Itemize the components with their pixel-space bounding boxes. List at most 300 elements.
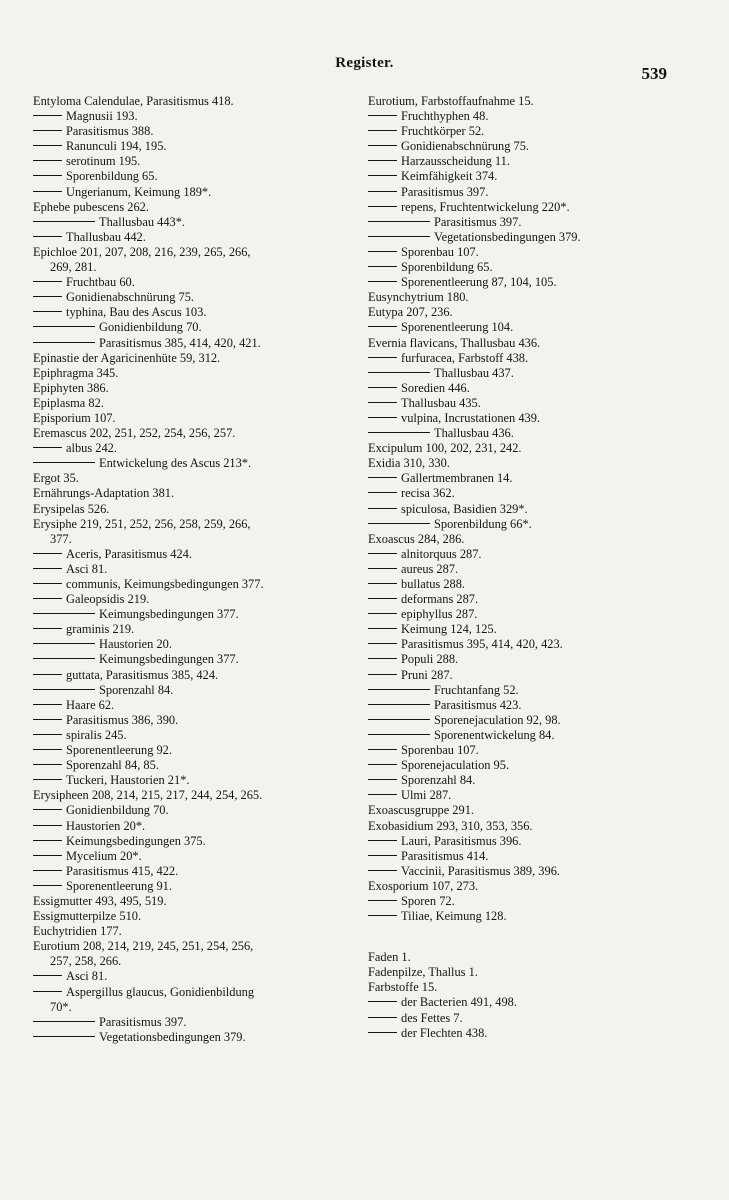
index-entry-text: vulpina, Incrustationen 439. <box>401 410 541 425</box>
repeat-dash <box>368 643 397 644</box>
index-entry <box>33 260 353 275</box>
index-entry-text: Epinastie der Agaricinenhüte 59, 312. <box>33 350 221 365</box>
repeat-dash <box>33 840 62 841</box>
index-entry-text: Farbstoffe 15. <box>368 980 438 995</box>
repeat-dash <box>368 553 397 554</box>
index-entry <box>368 320 668 335</box>
index-entry-text: Asci 81. <box>66 969 108 984</box>
index-entry <box>33 471 353 486</box>
repeat-dash <box>368 915 397 916</box>
index-entry-text: Sporenentleerung 104. <box>401 320 514 335</box>
index-entry-text: Sporenentleerung 87, 104, 105. <box>401 275 557 290</box>
repeat-dash <box>33 991 62 992</box>
index-entry-text: Asci 81. <box>66 561 108 576</box>
index-entry-text: Sporenzahl 84. <box>401 773 476 788</box>
index-entry-text: Sporenejaculation 95. <box>401 758 510 773</box>
repeat-dash <box>33 674 62 675</box>
index-entry <box>368 965 668 980</box>
repeat-dash <box>33 764 62 765</box>
index-entry <box>33 124 353 139</box>
repeat-dash <box>368 387 397 388</box>
repeat-dash <box>33 870 62 871</box>
repeat-dash <box>33 643 95 644</box>
index-entry-text: Ungerianum, Keimung 189*. <box>66 184 212 199</box>
repeat-dash <box>368 402 397 403</box>
index-entry <box>33 969 353 984</box>
index-entry <box>33 139 353 154</box>
index-entry <box>33 637 353 652</box>
index-entry <box>368 290 668 305</box>
index-entry <box>368 728 668 743</box>
index-entry-text: Sporenbildung 66*. <box>434 516 532 531</box>
repeat-dash <box>33 779 62 780</box>
index-entry <box>368 260 668 275</box>
index-entry <box>368 1026 668 1041</box>
index-entry-text: Thallusbau 443*. <box>99 214 186 229</box>
index-entry <box>368 456 668 471</box>
index-entry <box>33 185 353 200</box>
index-entry <box>368 502 668 517</box>
index-entry-text: Parasitismus 397. <box>99 1014 187 1029</box>
index-entry <box>368 366 668 381</box>
index-entry-text: Entwickelung des Ascus 213*. <box>99 456 252 471</box>
index-entry-text: Epiplasma 82. <box>33 395 104 410</box>
right-index-column <box>368 94 668 1041</box>
repeat-dash <box>368 508 397 509</box>
repeat-dash <box>33 281 62 282</box>
index-entry <box>33 728 353 743</box>
index-entry <box>368 426 668 441</box>
index-entry-text: Keimung 124, 125. <box>401 622 497 637</box>
index-entry-text: deformans 287. <box>401 592 479 607</box>
index-entry-text: Parasitismus 397. <box>434 214 522 229</box>
repeat-dash <box>368 855 397 856</box>
index-entry <box>368 879 668 894</box>
index-entry <box>33 1030 353 1045</box>
repeat-dash <box>33 1036 95 1037</box>
index-entry <box>33 819 353 834</box>
index-entry <box>368 864 668 879</box>
index-entry-text: Erysiphe 219, 251, 252, 256, 258, 259, 266, <box>33 516 251 531</box>
index-entry-text: Sporenzahl 84, 85. <box>66 758 159 773</box>
index-entry <box>368 532 668 547</box>
repeat-dash <box>33 855 62 856</box>
index-entry <box>33 381 353 396</box>
index-entry <box>368 396 668 411</box>
repeat-dash <box>33 145 62 146</box>
index-entry-text: Erysipelas 526. <box>33 501 110 516</box>
repeat-dash <box>33 553 62 554</box>
index-entry-text: furfuracea, Farbstoff 438. <box>401 350 529 365</box>
index-entry-text: Parasitismus 385, 414, 420, 421. <box>99 335 261 350</box>
index-entry <box>368 336 668 351</box>
index-entry-text: repens, Fruchtentwickelung 220*. <box>401 199 570 214</box>
index-entry-text: Eurotium, Farbstoffaufnahme 15. <box>368 94 534 108</box>
index-entry-text: 257, 258, 266. <box>50 954 122 969</box>
repeat-dash <box>368 658 397 659</box>
index-entry-text: 377. <box>50 531 72 546</box>
repeat-dash <box>33 568 62 569</box>
repeat-dash <box>33 175 62 176</box>
index-entry-text: graminis 219. <box>66 622 135 637</box>
index-entry-text: Haare 62. <box>66 697 115 712</box>
repeat-dash <box>368 583 397 584</box>
repeat-dash <box>368 674 397 675</box>
repeat-dash <box>368 236 430 237</box>
index-entry-text: Gonidienbildung 70. <box>66 803 169 818</box>
index-entry <box>33 909 353 924</box>
repeat-dash <box>33 462 95 463</box>
repeat-dash <box>368 1001 397 1002</box>
index-entry-text: spiculosa, Basidien 329*. <box>401 501 528 516</box>
index-entry-text: epiphyllus 287. <box>401 607 478 622</box>
index-entry-text: Tuckeri, Haustorien 21*. <box>66 773 190 788</box>
index-entry-text: Epiphragma 345. <box>33 365 119 380</box>
index-entry-text: Keimungsbedingungen 375. <box>66 833 206 848</box>
index-entry-text: Faden 1. <box>368 950 411 965</box>
index-entry-text: Aceris, Parasitismus 424. <box>66 546 192 561</box>
index-entry <box>33 864 353 879</box>
index-entry <box>33 939 353 954</box>
index-entry-text: Parasitismus 386, 390. <box>66 712 179 727</box>
repeat-dash <box>368 417 397 418</box>
repeat-dash <box>33 583 62 584</box>
index-entry-text: Exobasidium 293, 310, 353, 356. <box>368 818 533 833</box>
index-entry <box>33 275 353 290</box>
index-entry <box>368 995 668 1010</box>
index-entry-text: Sporenentwickelung 84. <box>434 727 555 742</box>
index-entry <box>368 834 668 849</box>
index-entry <box>33 426 353 441</box>
repeat-dash <box>368 432 430 433</box>
index-entry-text: Gonidienabschnürung 75. <box>401 139 530 154</box>
index-entry <box>368 592 668 607</box>
index-entry <box>368 1011 668 1026</box>
repeat-dash <box>368 900 397 901</box>
index-entry <box>33 592 353 607</box>
index-entry <box>368 547 668 562</box>
index-entry <box>33 788 353 803</box>
index-entry-text: Parasitismus 397. <box>401 184 489 199</box>
index-entry <box>368 381 668 396</box>
repeat-dash <box>368 689 430 690</box>
index-entry-text: Haustorien 20*. <box>66 818 146 833</box>
repeat-dash <box>33 719 62 720</box>
repeat-dash <box>33 115 62 116</box>
index-entry <box>33 713 353 728</box>
repeat-dash <box>33 809 62 810</box>
index-entry <box>33 366 353 381</box>
index-entry-text: spiralis 245. <box>66 727 127 742</box>
index-entry <box>33 652 353 667</box>
repeat-dash <box>33 704 62 705</box>
index-entry-text: der Flechten 438. <box>401 1025 488 1040</box>
index-entry-text: Evernia flavicans, Thallusbau 436. <box>368 335 541 350</box>
index-entry-text: Essigmutter 493, 495, 519. <box>33 893 167 908</box>
index-entry-text: Erysipheen 208, 214, 215, 217, 244, 254, 265. <box>33 788 263 803</box>
repeat-dash <box>33 311 62 312</box>
repeat-dash <box>368 1017 397 1018</box>
index-entry <box>33 758 353 773</box>
repeat-dash <box>368 175 397 176</box>
index-entry-text: Excipulum 100, 202, 231, 242. <box>368 441 522 456</box>
index-entry <box>368 713 668 728</box>
index-entry-text: Thallusbau 437. <box>434 365 514 380</box>
index-entry-text: serotinum 195. <box>66 154 141 169</box>
index-entry-text: Parasitismus 388. <box>66 124 154 139</box>
index-entry-text: Ephebe pubescens 262. <box>33 199 149 214</box>
repeat-dash <box>33 734 62 735</box>
index-entry <box>368 94 668 109</box>
index-entry-text: typhina, Bau des Ascus 103. <box>66 305 207 320</box>
index-entry <box>33 849 353 864</box>
index-entry <box>368 668 668 683</box>
page-title: Register. <box>335 55 394 71</box>
index-entry <box>368 351 668 366</box>
index-entry <box>368 154 668 169</box>
repeat-dash <box>368 628 397 629</box>
repeat-dash <box>368 266 397 267</box>
index-entry <box>368 894 668 909</box>
index-entry <box>33 351 353 366</box>
repeat-dash <box>368 734 430 735</box>
index-entry <box>33 698 353 713</box>
index-entry-text: Eusynchytrium 180. <box>368 290 469 305</box>
index-entry <box>368 471 668 486</box>
index-entry-text: Sporenzahl 84. <box>99 682 174 697</box>
repeat-dash <box>368 477 397 478</box>
index-entry <box>33 441 353 456</box>
repeat-dash <box>368 130 397 131</box>
index-entry <box>368 305 668 320</box>
repeat-dash <box>33 447 62 448</box>
index-entry <box>368 215 668 230</box>
section-gap <box>368 924 668 950</box>
repeat-dash <box>33 975 62 976</box>
index-entry-text: Entyloma Calendulae, Parasitismus 418. <box>33 94 234 108</box>
index-entry <box>33 336 353 351</box>
repeat-dash <box>33 191 62 192</box>
index-entry-text: Galeopsidis 219. <box>66 592 150 607</box>
index-entry-text: Essigmutterpilze 510. <box>33 909 142 924</box>
repeat-dash <box>33 326 95 327</box>
index-entry-text: Euchytridien 177. <box>33 924 122 939</box>
repeat-dash <box>368 598 397 599</box>
index-entry-text: Epiphyten 386. <box>33 380 109 395</box>
index-entry-text: communis, Keimungsbedingungen 377. <box>66 577 264 591</box>
index-entry <box>33 411 353 426</box>
index-entry <box>33 109 353 124</box>
index-entry <box>368 230 668 245</box>
index-entry <box>368 124 668 139</box>
index-entry <box>33 547 353 562</box>
index-entry-text: recisa 362. <box>401 486 455 501</box>
index-entry-text: bullatus 288. <box>401 577 466 591</box>
repeat-dash <box>368 719 430 720</box>
index-entry <box>33 985 353 1000</box>
index-entry <box>33 532 353 547</box>
index-entry-text: 70*. <box>50 999 72 1014</box>
repeat-dash <box>368 794 397 795</box>
left-index-column <box>33 94 353 1045</box>
index-entry <box>33 290 353 305</box>
index-entry-text: Eremascus 202, 251, 252, 254, 256, 257. <box>33 426 236 441</box>
index-entry-text: Sporen 72. <box>401 893 455 908</box>
index-entry <box>368 637 668 652</box>
index-entry <box>368 275 668 290</box>
index-entry <box>368 486 668 501</box>
repeat-dash <box>368 357 397 358</box>
index-entry-text: Gonidienabschnürung 75. <box>66 290 195 305</box>
repeat-dash <box>368 764 397 765</box>
repeat-dash <box>368 568 397 569</box>
index-entry <box>33 834 353 849</box>
index-entry <box>33 396 353 411</box>
repeat-dash <box>33 160 62 161</box>
index-entry-text: Sporenbau 107. <box>401 244 479 259</box>
index-entry <box>368 849 668 864</box>
index-entry-text: Fadenpilze, Thallus 1. <box>368 965 478 980</box>
index-entry <box>33 305 353 320</box>
index-entry <box>368 743 668 758</box>
repeat-dash <box>368 221 430 222</box>
index-entry-text: Parasitismus 414. <box>401 848 489 863</box>
index-entry-text: Fruchtbau 60. <box>66 275 135 290</box>
index-entry <box>368 622 668 637</box>
index-entry <box>33 879 353 894</box>
index-entry-text: Magnusii 193. <box>66 109 138 124</box>
index-entry <box>33 743 353 758</box>
index-entry <box>33 245 353 260</box>
index-entry <box>33 200 353 215</box>
index-entry-text: Ulmi 287. <box>401 788 452 803</box>
index-entry-text: alnitorquus 287. <box>401 546 482 561</box>
index-entry <box>33 622 353 637</box>
index-entry-text: Parasitismus 423. <box>434 697 522 712</box>
repeat-dash <box>368 326 397 327</box>
index-entry <box>368 758 668 773</box>
index-entry-text: Tiliae, Keimung 128. <box>401 909 507 924</box>
index-entry-text: Ranunculi 194, 195. <box>66 139 167 154</box>
repeat-dash <box>368 870 397 871</box>
repeat-dash <box>33 885 62 886</box>
repeat-dash <box>33 749 62 750</box>
index-entry <box>368 607 668 622</box>
index-entry <box>368 245 668 260</box>
index-entry-text: Eutypa 207, 236. <box>368 305 453 320</box>
index-entry-text: Keimungsbedingungen 377. <box>99 652 239 667</box>
repeat-dash <box>368 372 430 373</box>
page-number: 539 <box>641 64 667 83</box>
index-entry <box>368 411 668 426</box>
repeat-dash <box>33 628 62 629</box>
index-entry <box>368 185 668 200</box>
index-entry <box>368 788 668 803</box>
repeat-dash <box>368 613 397 614</box>
index-entry-text: Vegetationsbedingungen 379. <box>434 229 581 244</box>
index-entry <box>33 924 353 939</box>
index-entry <box>33 1015 353 1030</box>
index-entry-text: Aspergillus glaucus, Gonidienbildung <box>66 984 255 999</box>
index-entry-text: der Bacterien 491, 498. <box>401 995 517 1010</box>
index-entry <box>368 950 668 965</box>
repeat-dash <box>33 296 62 297</box>
repeat-dash <box>368 779 397 780</box>
index-entry <box>368 577 668 592</box>
index-entry-text: Mycelium 20*. <box>66 848 142 863</box>
repeat-dash <box>33 658 95 659</box>
repeat-dash <box>33 221 95 222</box>
index-entry-text: Thallusbau 435. <box>401 395 481 410</box>
index-entry-text: Sporenbau 107. <box>401 743 479 758</box>
index-entry-text: Exosporium 107, 273. <box>368 878 479 893</box>
repeat-dash <box>368 191 397 192</box>
index-entry <box>33 562 353 577</box>
index-entry <box>368 683 668 698</box>
index-entry <box>368 562 668 577</box>
index-entry-text: Vegetationsbedingungen 379. <box>99 1029 246 1044</box>
index-entry-text: Lauri, Parasitismus 396. <box>401 833 522 848</box>
index-entry <box>368 169 668 184</box>
index-entry <box>368 652 668 667</box>
index-entry <box>33 154 353 169</box>
index-entry <box>33 803 353 818</box>
index-entry-text: Populi 288. <box>401 652 459 667</box>
index-entry-text: Fruchtanfang 52. <box>434 682 519 697</box>
index-entry <box>368 803 668 818</box>
index-entry-text: Eurotium 208, 214, 219, 245, 251, 254, 256, <box>33 939 254 954</box>
repeat-dash <box>368 749 397 750</box>
index-entry <box>33 577 353 592</box>
index-entry-text: Exoascus 284, 286. <box>368 531 465 546</box>
index-entry-text: Harzausscheidung 11. <box>401 154 510 169</box>
index-entry <box>33 215 353 230</box>
repeat-dash <box>33 825 62 826</box>
index-entry <box>368 139 668 154</box>
index-entry-text: Epichloe 201, 207, 208, 216, 239, 265, 266, <box>33 244 251 259</box>
index-entry-text: Parasitismus 415, 422. <box>66 863 179 878</box>
repeat-dash <box>368 523 430 524</box>
repeat-dash <box>33 236 62 237</box>
index-entry-text: Ergot 35. <box>33 471 79 486</box>
index-entry-text: Thallusbau 442. <box>66 229 146 244</box>
index-entry <box>368 980 668 995</box>
index-entry <box>33 517 353 532</box>
repeat-dash <box>368 840 397 841</box>
index-entry-text: Haustorien 20. <box>99 637 172 652</box>
index-entry <box>368 819 668 834</box>
repeat-dash <box>368 1032 397 1033</box>
repeat-dash <box>368 206 397 207</box>
index-entry-text: guttata, Parasitismus 385, 424. <box>66 667 219 682</box>
repeat-dash <box>368 251 397 252</box>
index-entry-text: des Fettes 7. <box>401 1010 463 1025</box>
index-entry-text: Vaccinii, Parasitismus 389, 396. <box>401 863 560 878</box>
repeat-dash <box>368 115 397 116</box>
repeat-dash <box>368 160 397 161</box>
index-entry <box>33 607 353 622</box>
index-entry-text: Keimungsbedingungen 377. <box>99 607 239 622</box>
index-entry <box>368 773 668 788</box>
repeat-dash <box>33 342 95 343</box>
repeat-dash <box>368 281 397 282</box>
repeat-dash <box>33 1021 95 1022</box>
index-entry <box>33 1000 353 1015</box>
index-entry-text: Exidia 310, 330. <box>368 456 450 471</box>
index-entry-text: albus 242. <box>66 441 117 456</box>
index-entry-text: Gallertmembranen 14. <box>401 471 513 486</box>
index-entry <box>368 909 668 924</box>
